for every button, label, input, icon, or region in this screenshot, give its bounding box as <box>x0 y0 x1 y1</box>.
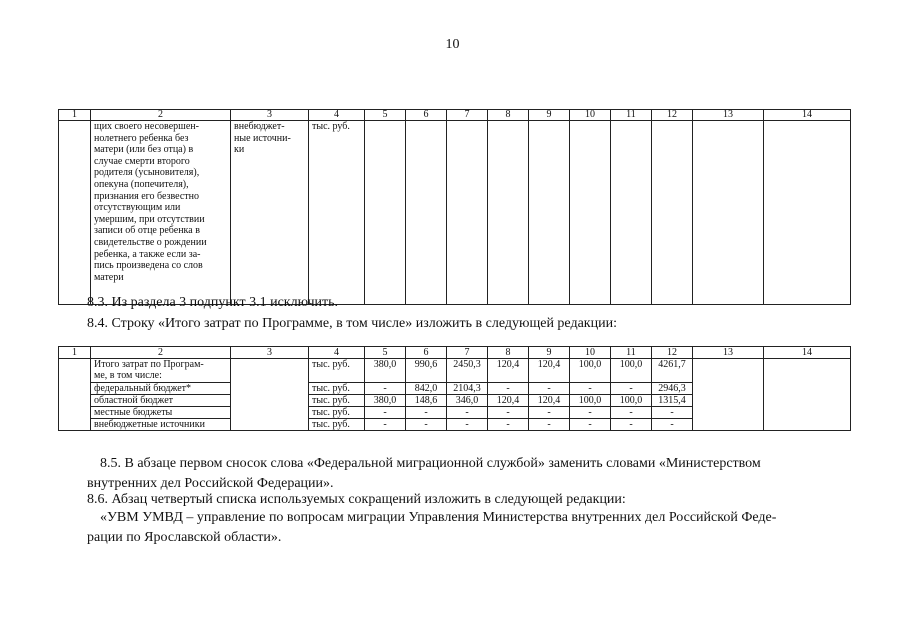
value-cell: 2946,3 <box>652 383 693 395</box>
col-number: 14 <box>764 110 851 121</box>
col-number: 4 <box>309 110 365 121</box>
value-cell: 4261,7 <box>652 359 693 383</box>
col-number: 5 <box>365 110 406 121</box>
table-row <box>59 121 851 305</box>
value-cell: 120,4 <box>529 359 570 383</box>
paragraph-uvm-definition: «УВМ УМВД – управление по вопросам миграции Управления Министерства внутренних дел Российской Феде- рации по Ярославской области». <box>87 510 777 545</box>
value-cell: - <box>652 407 693 419</box>
col-number: 2 <box>91 110 231 121</box>
unit-cell: тыс. руб. <box>309 419 365 431</box>
col-number: 5 <box>365 347 406 359</box>
unit-cell: тыс. руб. <box>309 395 365 407</box>
value-cell: 100,0 <box>570 395 611 407</box>
col-number: 3 <box>231 347 309 359</box>
col-number: 3 <box>231 110 309 121</box>
value-cell: - <box>488 383 529 395</box>
col-number: 11 <box>611 347 652 359</box>
col-number: 7 <box>447 347 488 359</box>
value-cell: 1315,4 <box>652 395 693 407</box>
col-number: 7 <box>447 110 488 121</box>
value-cell: 380,0 <box>365 395 406 407</box>
value-cell: 120,4 <box>529 395 570 407</box>
value-cell: 990,6 <box>406 359 447 383</box>
funding-source: внебюджет- ные источни- ки <box>231 121 309 305</box>
value-cell: - <box>611 419 652 431</box>
row-label: областной бюджет <box>91 395 231 407</box>
value-cell: - <box>570 407 611 419</box>
value-cell: - <box>488 407 529 419</box>
value-cell: 120,4 <box>488 359 529 383</box>
value-cell: - <box>529 407 570 419</box>
value-cell: - <box>406 419 447 431</box>
value-cell: - <box>652 419 693 431</box>
col-number: 8 <box>488 110 529 121</box>
value-cell: 100,0 <box>611 395 652 407</box>
paragraph-8-6: 8.6. Абзац четвертый списка используемых сокращений изложить в следующей редакции: <box>87 492 626 507</box>
value-cell: 380,0 <box>365 359 406 383</box>
unit-cell: тыс. руб. <box>309 383 365 395</box>
value-cell: 2450,3 <box>447 359 488 383</box>
value-cell: 100,0 <box>570 359 611 383</box>
col-number: 9 <box>529 347 570 359</box>
unit-cell: тыс. руб. <box>309 407 365 419</box>
value-cell: 842,0 <box>406 383 447 395</box>
value-cell: - <box>611 407 652 419</box>
value-cell: - <box>488 419 529 431</box>
row-label: федеральный бюджет* <box>91 383 231 395</box>
value-cell: - <box>447 407 488 419</box>
col-number: 1 <box>59 110 91 121</box>
value-cell: - <box>365 383 406 395</box>
col-number: 14 <box>764 347 851 359</box>
unit-cell: тыс. руб. <box>309 121 365 305</box>
paragraph-8-4: 8.4. Строку «Итого затрат по Программе, в том числе» изложить в следующей редакции: <box>87 316 617 331</box>
value-cell: - <box>529 383 570 395</box>
value-cell: - <box>365 419 406 431</box>
row-label: местные бюджеты <box>91 407 231 419</box>
value-cell: - <box>447 419 488 431</box>
unit-cell: тыс. руб. <box>309 359 365 383</box>
col-number: 10 <box>570 347 611 359</box>
col-number: 6 <box>406 110 447 121</box>
value-cell: - <box>365 407 406 419</box>
program-total-table <box>58 346 851 431</box>
col-number: 11 <box>611 110 652 121</box>
paragraph-8-5: 8.5. В абзаце первом сносок слова «Федеральной миграционной службой» заменить словами «Министерством внутренних дел Российской Федерации». <box>87 456 761 491</box>
col-number: 10 <box>570 110 611 121</box>
value-cell: - <box>529 419 570 431</box>
paragraph-8-3: 8.3. Из раздела 3 подпункт 3.1 исключить. <box>87 295 339 310</box>
value-cell: - <box>570 383 611 395</box>
value-cell: - <box>611 383 652 395</box>
value-cell: 120,4 <box>488 395 529 407</box>
measure-description: щих своего несовершен- нолетнего ребенка без матери (или без отца) в случае смерти второго родителя (усыновителя), опекуна (попечителя), признания его безвестно отсутствующим или умершим, при отсутствии записи об отце ребенка в свидетельстве о рождении ребенка, а также если за- пись произведена со слов матери <box>91 121 231 305</box>
value-cell: - <box>406 407 447 419</box>
col-number: 12 <box>652 347 693 359</box>
col-number: 4 <box>309 347 365 359</box>
value-cell: 2104,3 <box>447 383 488 395</box>
col-number: 1 <box>59 347 91 359</box>
value-cell: 346,0 <box>447 395 488 407</box>
col-number: 6 <box>406 347 447 359</box>
value-cell: 148,6 <box>406 395 447 407</box>
table-row-total <box>59 359 851 383</box>
value-cell: 100,0 <box>611 359 652 383</box>
column-number-row <box>59 110 851 121</box>
program-table-continuation <box>58 109 851 305</box>
row-label: внебюджетные источники <box>91 419 231 431</box>
col-number: 2 <box>91 347 231 359</box>
row-label: Итого затрат по Програм- ме, в том числе: <box>91 359 231 383</box>
value-cell: - <box>570 419 611 431</box>
col-number: 12 <box>652 110 693 121</box>
column-number-row <box>59 347 851 359</box>
page-number: 10 <box>445 37 460 52</box>
col-number: 8 <box>488 347 529 359</box>
col-number: 13 <box>693 110 764 121</box>
col-number: 13 <box>693 347 764 359</box>
col-number: 9 <box>529 110 570 121</box>
